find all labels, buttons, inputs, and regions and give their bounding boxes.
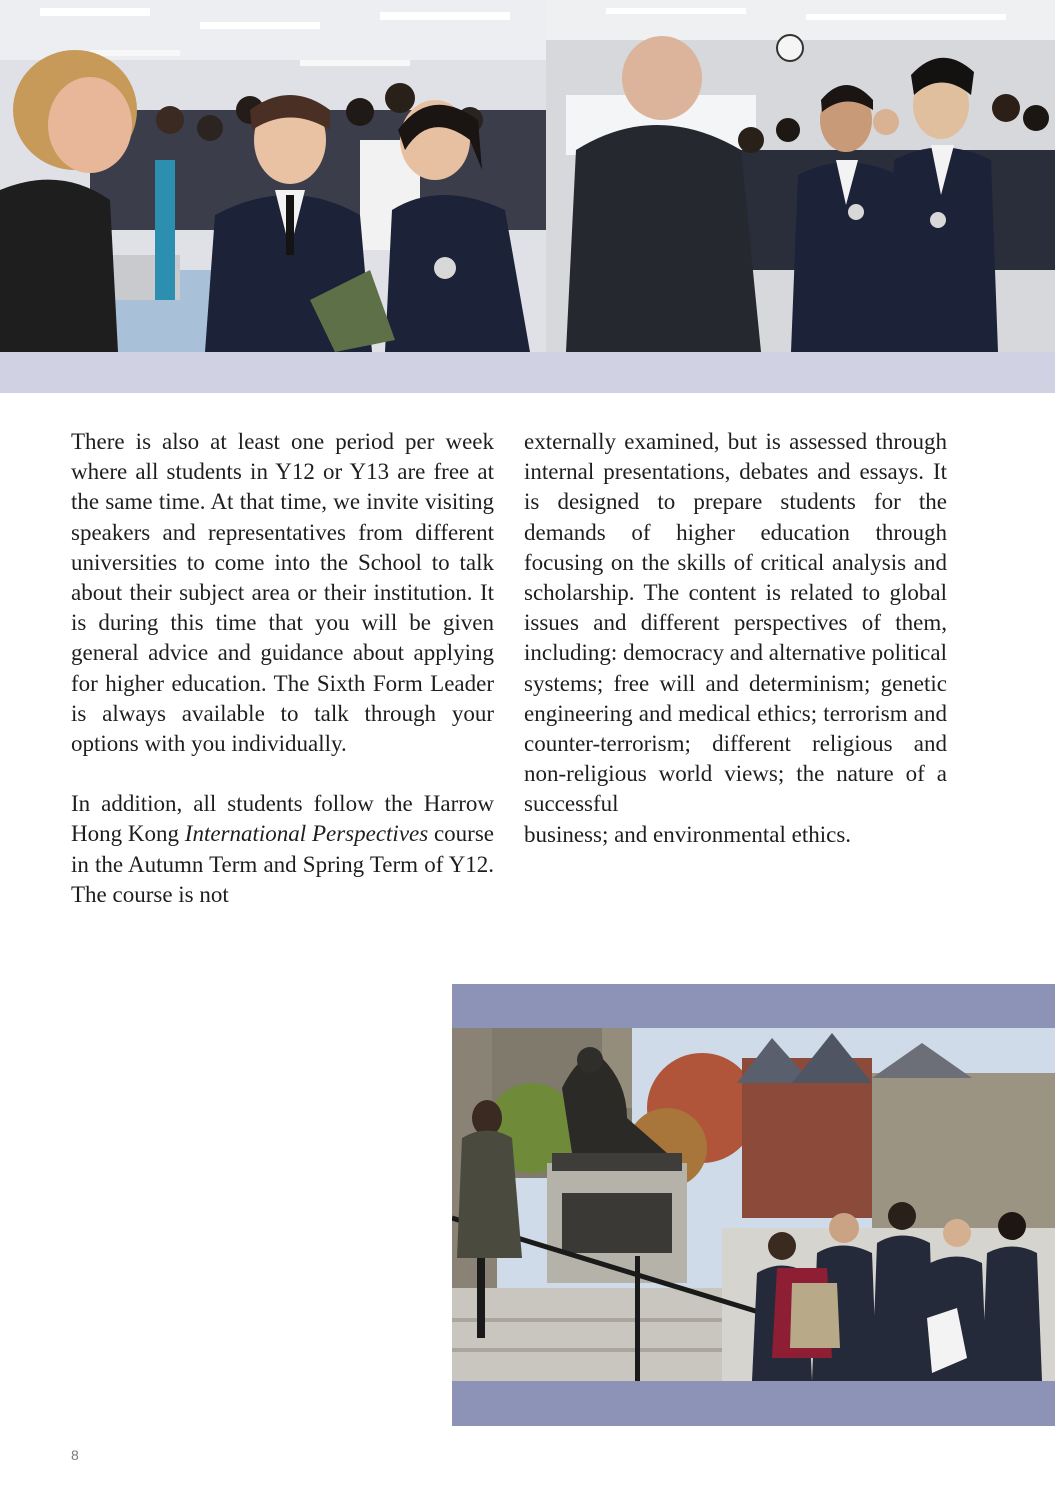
course-title: International Perspectives [184,821,429,847]
left-paragraph-2-start: In addition, all students follow the Harrow Hong Kong [71,791,494,847]
lavender-band [0,352,1055,393]
left-paragraph-2 [71,789,494,910]
left-text-column [71,427,494,910]
left-paragraph-1: There is also at least one period per week where all students in Y12 or Y13 are free at the same time. At that time, we invite visiting speakers and representatives from different universities to come into the School to talk about their subject area or their institution. It is during this time that you will be given general advice and guidance about applying for higher education. The Sixth Form Leader is always available to talk through your options with you individually. [71,429,494,757]
university-fair-photo [0,0,546,352]
right-paragraph-1: externally examined, but is assessed through internal presentations, debates and essays. It is designed to prepare students for the demands of higher education through focusing on the skills of critical analysis and scholarship. The content is related to global issues and different perspectives of them, including: democracy and alternative political systems; free will and determinism; genetic engineering and medical ethics; terrorism and counter-terrorism; different religious and non-religious world views; the nature of a successful [524,429,947,817]
students-conversation-photo [546,0,1055,352]
left-paragraph-2-end: course in the Autumn Term and Spring Term of Y12. The course is not [71,821,494,907]
paragraph-gap [71,759,494,789]
page-number: 8 [71,1447,79,1463]
campus-statue-photo [452,1028,1055,1381]
right-paragraph-1-ending: business; and environmental ethics. [524,821,852,847]
right-text-column [524,427,947,850]
